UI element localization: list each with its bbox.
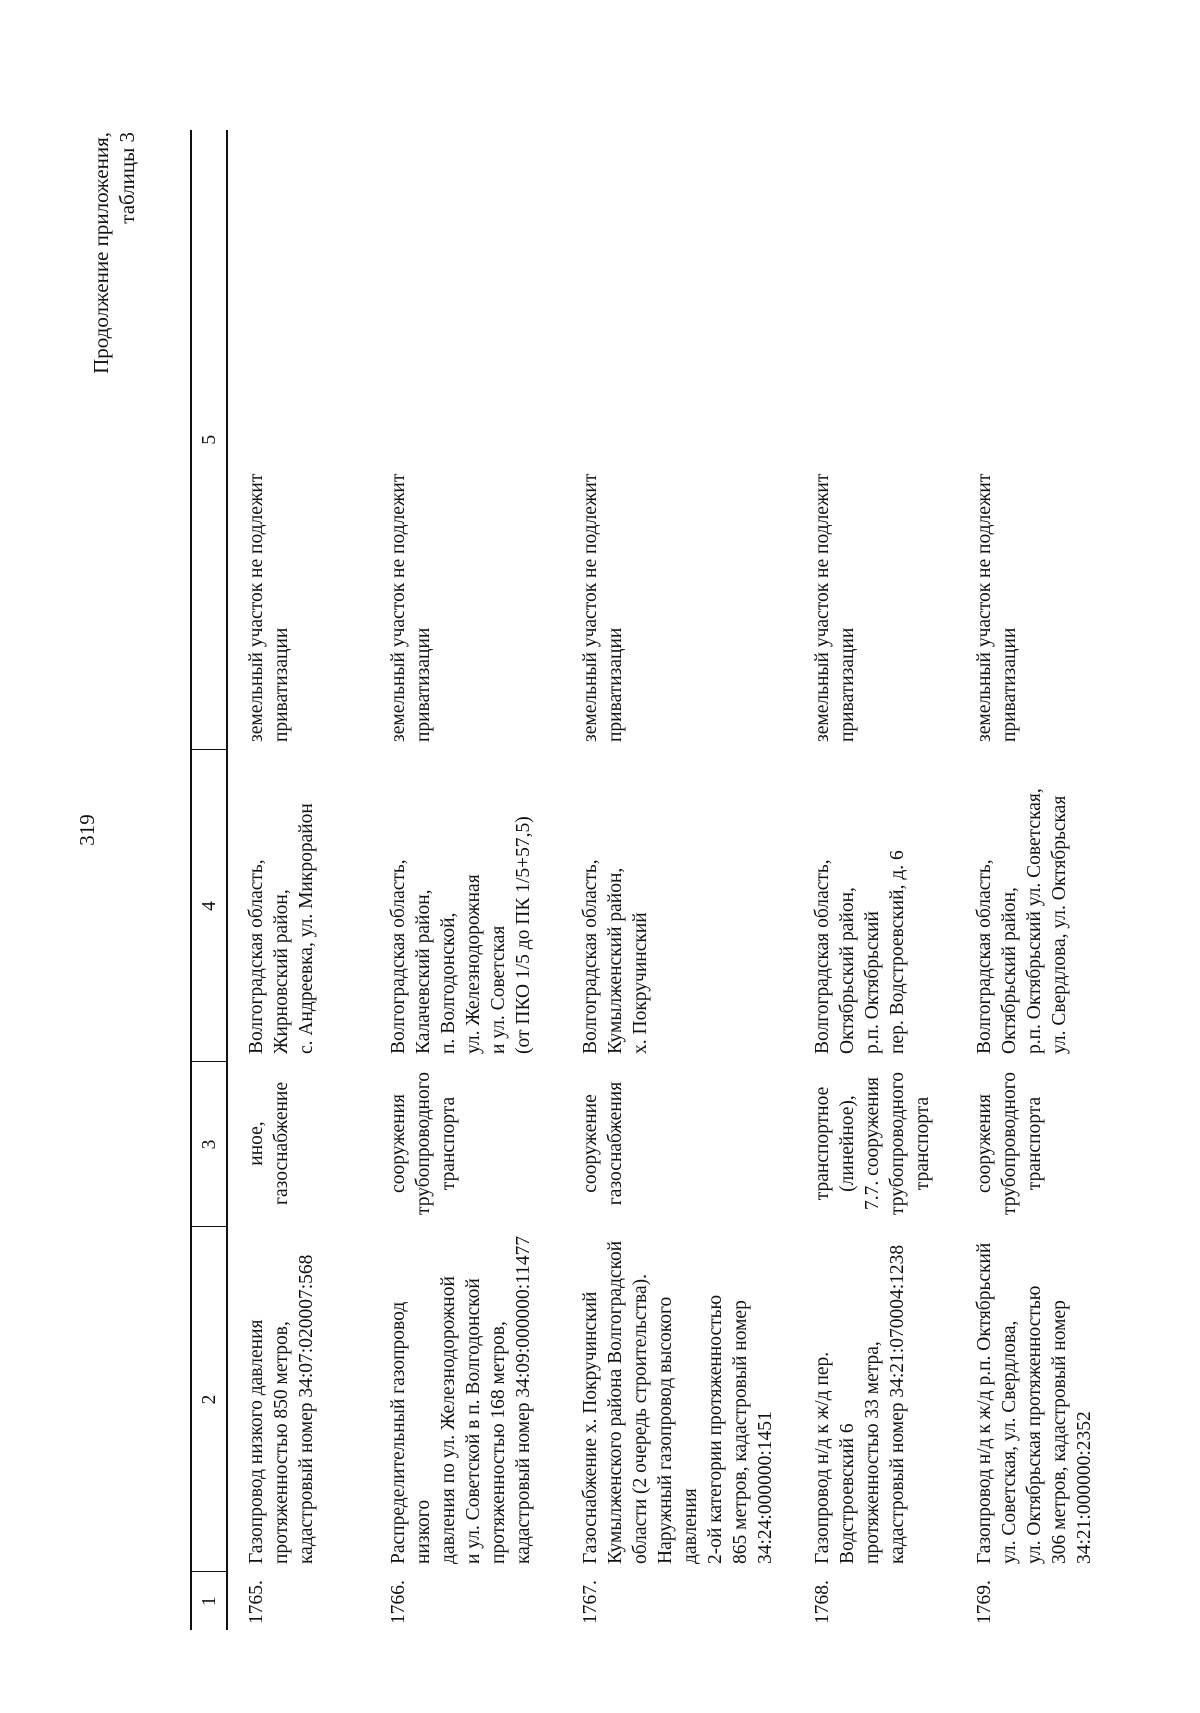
table-row [227,130,370,1630]
row-number: 1769. [974,1580,995,1624]
privatization-note: земельный участок не подлежит приватизации [812,473,858,742]
row-number: 1765. [246,1580,267,1624]
table-header-row [191,130,227,1630]
permitted-use: сооружения трубопроводного транспорта [388,1072,459,1215]
row-number: 1768. [812,1580,833,1624]
object-address: Волгоградская область, Кумылженский район, х. Покручинский [580,859,651,1054]
rotated-landscape-content [60,20,1120,1660]
table-row [370,130,562,1630]
permitted-use: сооружение газоснабжения [580,1081,626,1206]
row-number: 1767. [580,1580,601,1624]
table-row [562,130,794,1630]
column-header-5: 5 [191,130,227,750]
property-register-table [190,130,1118,1630]
column-header-2: 2 [191,1227,227,1572]
privatization-note: земельный участок не подлежит приватизации [388,473,434,742]
permitted-use: иное, газоснабжение [246,1081,292,1206]
object-address: Волгоградская область, Жирновский район, с. Андреевка, ул. Микрорайон [246,803,317,1054]
object-description: Газоснабжение х. Покручинский Кумылженского района Волгоградской области (2 очередь строительства). Наружный газопровод высокого давления 2-ой категории протяженностью 865 метров, кадастровый номер 34:24:000000:1451 [580,1240,776,1564]
table-row [956,130,1118,1630]
column-header-1: 1 [191,1572,227,1630]
row-number: 1766. [388,1580,409,1624]
privatization-note: земельный участок не подлежит приватизации [580,473,626,742]
object-address: Волгоградская область, Калачевский район, п. Волгодонской, ул. Железнодорожная и ул. Советская (от ПКО 1/5 до ПК 1/5+57,5) [388,816,534,1054]
object-address: Волгоградская область, Октябрьский район, р.п. Октябрьский ул. Советская, ул. Свердлова, ул. Октябрьская [974,788,1070,1054]
privatization-note: земельный участок не подлежит приватизации [974,473,1020,742]
object-description: Газопровод н/д к ж/д р.п. Октябрьский ул. Советская, ул. Свердлова, ул. Октябрьская протяженностью 306 метров, кадастровый номер 34:21:000000:2352 [974,1242,1095,1564]
column-header-4: 4 [191,750,227,1062]
privatization-note: земельный участок не подлежит приватизации [246,473,292,742]
object-description: Распределительный газопровод низкого давления по ул. Железнодорожной и ул. Советской в п. Волгодонской протяженностью 168 метров, кадастровый номер 34:09:000000:11477 [388,1235,534,1564]
continuation-line-2: таблицы 3 [115,132,139,224]
permitted-use: сооружения трубопроводного транспорта [974,1072,1045,1215]
permitted-use: транспортное (линейное), 7.7. сооружения трубопроводного транспорта [812,1072,933,1215]
continuation-note [88,132,140,374]
page-number: 319 [75,814,99,846]
continuation-line-1: Продолжение приложения, [89,132,113,374]
table-row [794,130,956,1630]
object-description: Газопровод н/д к ж/д пер. Водстроевский 6 протяженностью 33 метра, кадастровый номер 34:21:070004:1238 [812,1244,908,1564]
object-description: Газопровод низкого давления протяженностью 850 метров, кадастровый номер 34:07:020007:568 [246,1254,317,1564]
object-address: Волгоградская область, Октябрьский район, р.п. Октябрьский пер. Водстроевский, д. 6 [812,850,908,1054]
column-header-3: 3 [191,1062,227,1227]
